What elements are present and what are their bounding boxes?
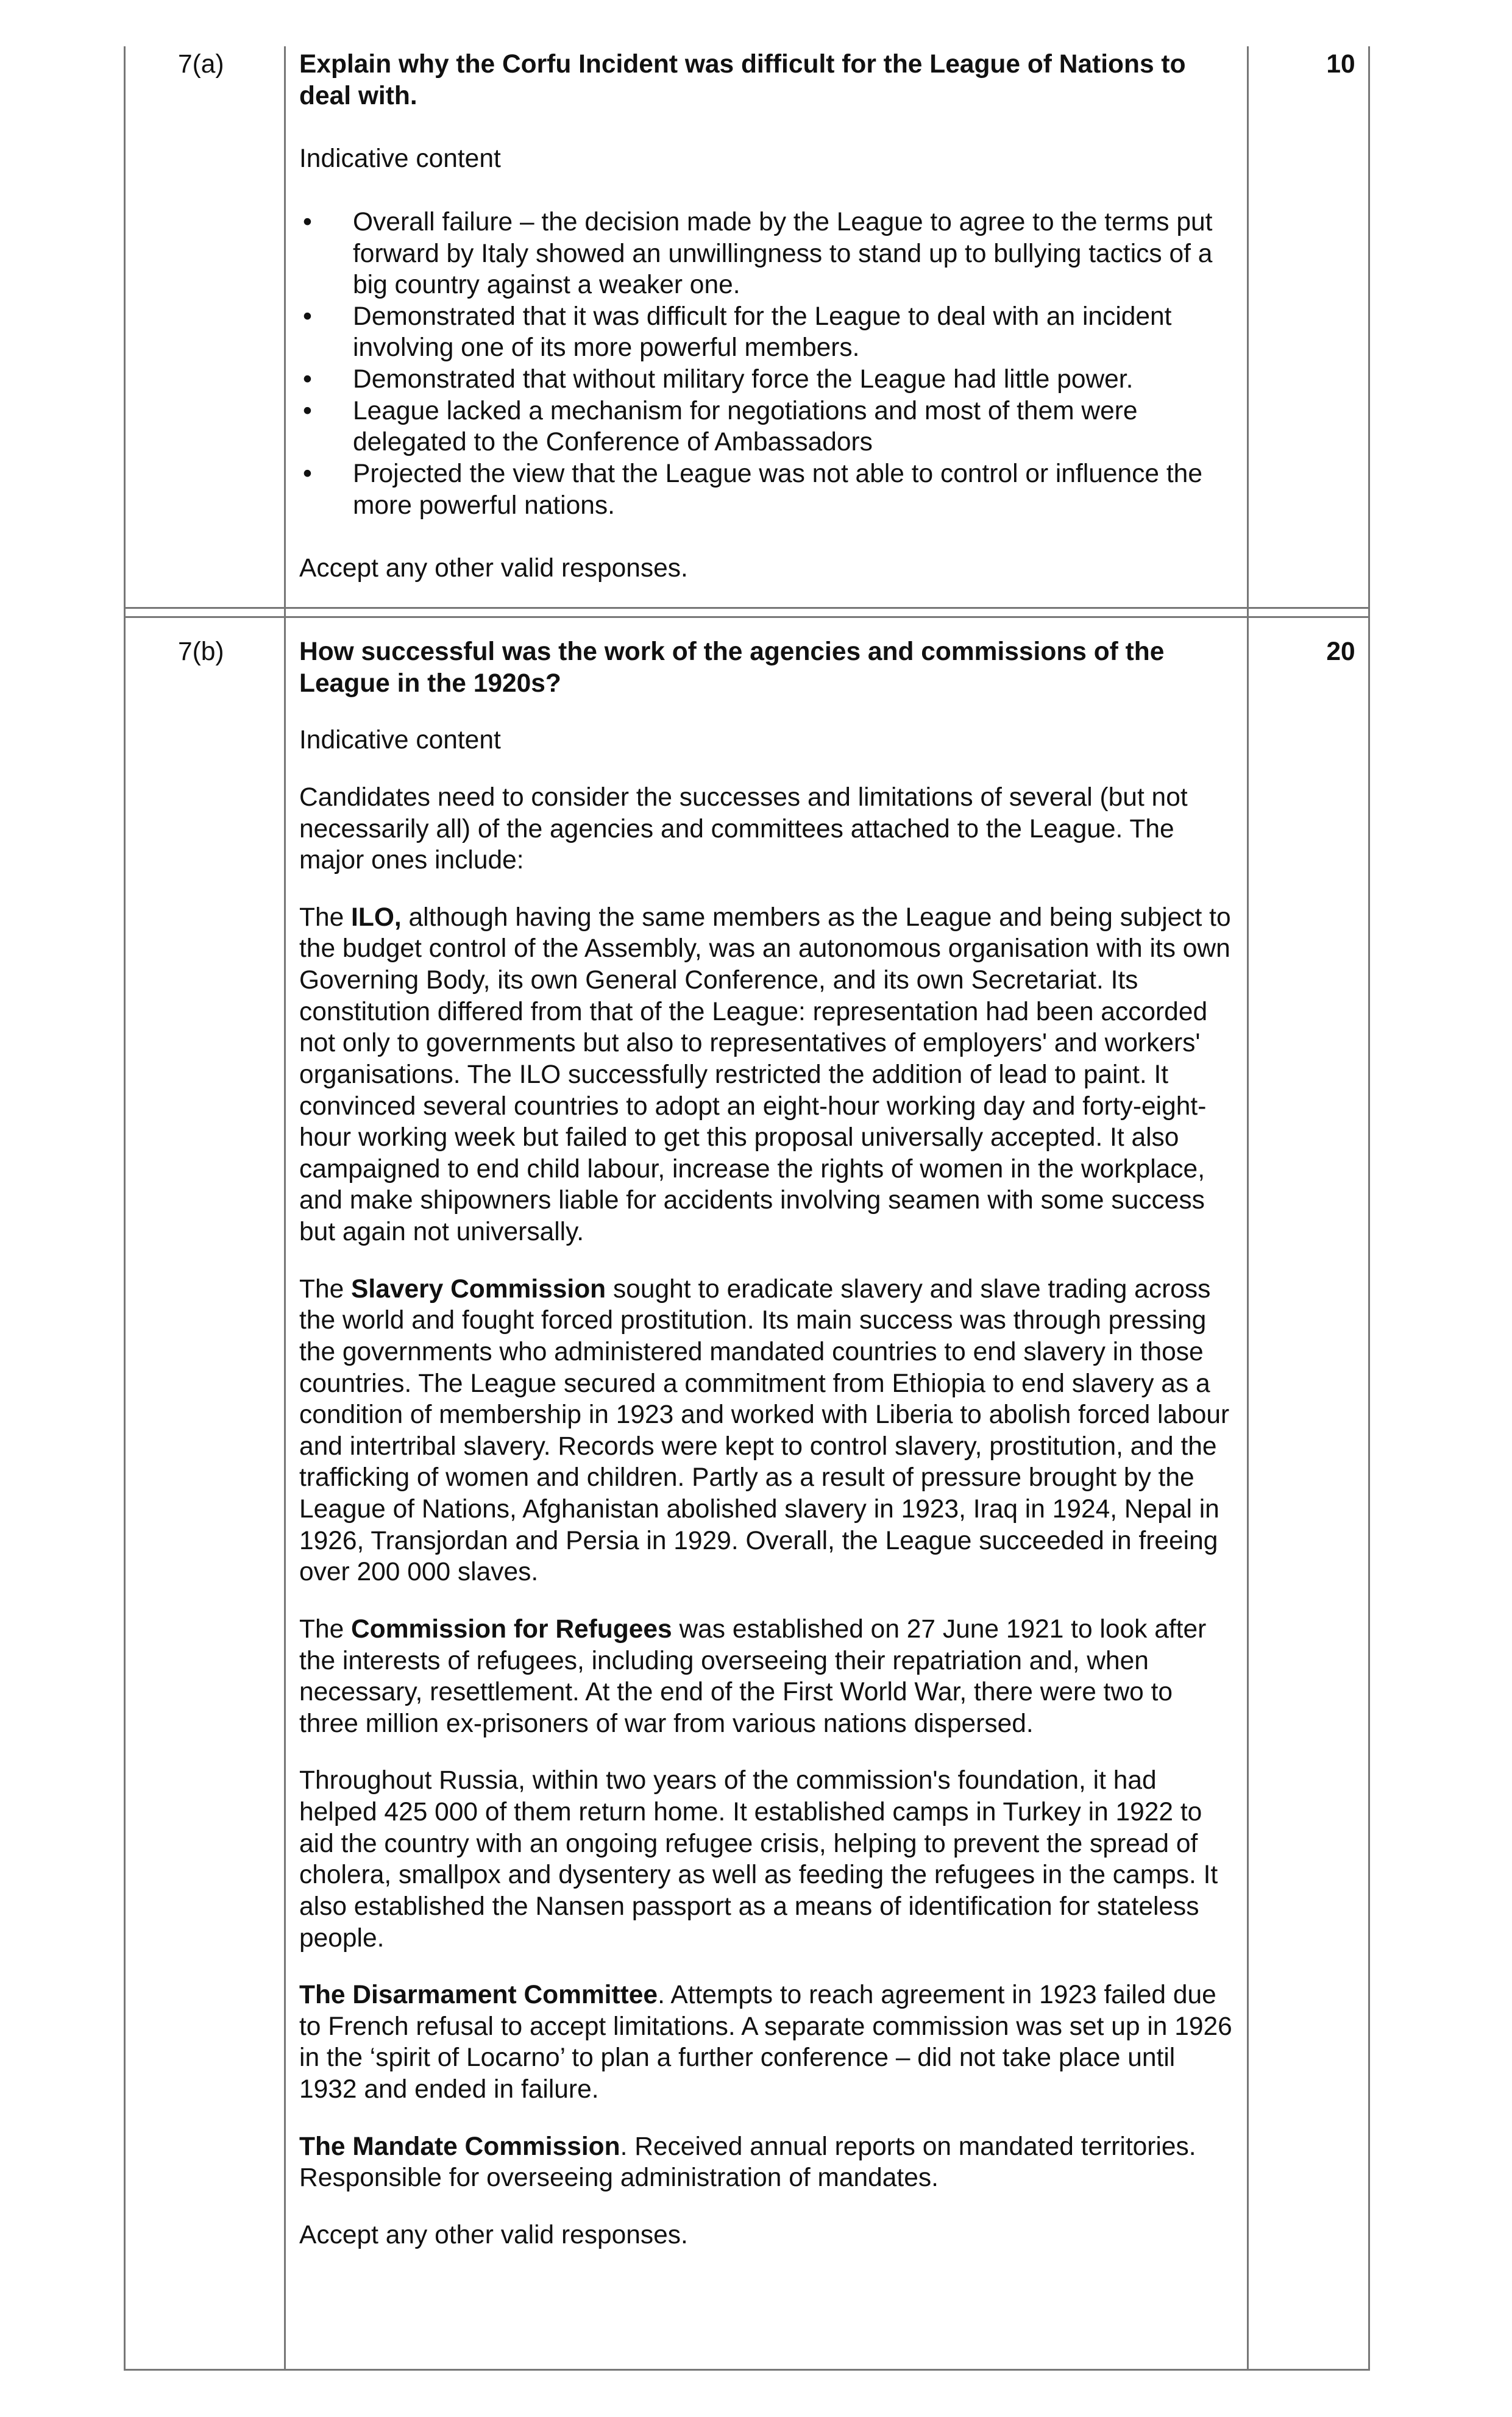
- list-item: • League lacked a mechanism for negotiations and most of them were delegated to the Conference of Ambassadors: [299, 396, 1238, 458]
- column-divider-marks: [1247, 46, 1249, 2371]
- question-7b-content: [299, 636, 1238, 2251]
- mandate-paragraph: [299, 2131, 1238, 2194]
- answer-bullet-list: [299, 207, 1238, 521]
- row-separator-bottom: [124, 616, 1370, 618]
- paragraph-text: . Attempts to reach agreement in 1923 failed due to French refusal to accept limitations. A separate commission was set up in 1926 in the ‘spirit of Locarno’ to plan a further conference – did not take place until 1932 and ended in failure.: [299, 1981, 1232, 2104]
- question-title: How successful was the work of the agencies and commissions of the League in the 1920s?: [299, 637, 1165, 698]
- paragraph-lead: The: [299, 903, 352, 932]
- question-marks: 20: [1326, 637, 1355, 666]
- question-number: 7(a): [178, 50, 224, 79]
- agency-name: Commission for Refugees: [351, 1614, 672, 1644]
- ilo-paragraph: [299, 902, 1238, 1248]
- table-border-left: [124, 46, 126, 2371]
- paragraph-lead: The: [299, 1274, 352, 1304]
- table-border-bottom: [124, 2369, 1370, 2371]
- accept-other-responses: Accept any other valid responses.: [299, 2220, 688, 2249]
- russia-paragraph: Throughout Russia, within two years of the commission's foundation, it had helped 425 000 of them return home. It established camps in Turkey in 1922 to aid the country with an ongoing refugee crisis, helping to prevent the spread of cholera, smallpox and dysentery as well as feeding the refugees in the camps. It also established the Nansen passport as a means of identification for stateless people.: [299, 1766, 1218, 1953]
- slavery-paragraph: [299, 1274, 1238, 1588]
- intro-paragraph: Candidates need to consider the successes and limitations of several (but not necessarily all) of the agencies and committees attached to the League. The major ones include:: [299, 783, 1188, 875]
- column-divider-number: [284, 46, 286, 2371]
- question-7a-content: [299, 49, 1238, 584]
- indicative-content-label: Indicative content: [299, 144, 501, 174]
- question-title: Explain why the Corfu Incident was difficult for the League of Nations to deal with.: [299, 50, 1186, 110]
- list-item: • Projected the view that the League was not able to control or influence the more powerful nations.: [299, 458, 1238, 521]
- agency-name: ILO,: [351, 903, 402, 932]
- paragraph-lead: The: [299, 1614, 352, 1644]
- question-marks: 10: [1326, 50, 1355, 79]
- row-separator-top: [124, 607, 1370, 609]
- paragraph-text: sought to eradicate slavery and slave trading across the world and fought forced prostitution. Its main success was through pressing the governments who administered mandated countries to end slavery in those countries. The League secured a commitment from Ethiopia to end slavery as a condition of membership in 1923 and worked with Liberia to abolish forced labour and intertribal slavery. Records were kept to control slavery, prostitution, and the trafficking of women and children. Partly as a result of pressure brought by the League of Nations, Afghanistan abolished slavery in 1923, Iraq in 1924, Nepal in 1926, Transjordan and Persia in 1929. Overall, the League succeeded in freeing over 200 000 slaves.: [299, 1274, 1230, 1587]
- list-item: • Overall failure – the decision made by the League to agree to the terms put forward by Italy showed an unwillingness to stand up to bullying tactics of a big country against a weaker one.: [299, 207, 1238, 301]
- table-border-right: [1368, 46, 1370, 2371]
- paragraph-text: . Received annual reports on mandated territories. Responsible for overseeing administration of mandates.: [299, 2132, 1196, 2193]
- question-number: 7(b): [178, 637, 224, 666]
- disarmament-paragraph: [299, 1979, 1238, 2106]
- agency-name: The Disarmament Committee: [299, 1981, 658, 2010]
- paragraph-text: was established on 27 June 1921 to look after the interests of refugees, including overseeing their repatriation and, when necessary, resettlement. At the end of the First World War, there were two to three million ex-prisoners of war from various nations dispersed.: [299, 1614, 1207, 1738]
- indicative-content-label: Indicative content: [299, 726, 501, 755]
- agency-name: Slavery Commission: [351, 1274, 606, 1304]
- list-item: • Demonstrated that without military force the League had little power.: [299, 364, 1238, 396]
- refugees-paragraph: [299, 1614, 1238, 1740]
- agency-name: The Mandate Commission: [299, 2132, 620, 2161]
- paragraph-text: although having the same members as the League and being subject to the budget control of the Assembly, was an autonomous organisation with its own Governing Body, its own General Conference, and its own Secretariat. Its constitution differed from that of the League: representation had been accorded not only to governments but also to representatives of employers' and workers' organisations. The ILO successfully restricted the addition of lead to paint. It convinced several countries to adopt an eight-hour working day and forty-eight-hour working week but failed to get this proposal universally accepted. It also campaigned to end child labour, increase the rights of women in the workplace, and make shipowners liable for accidents involving seamen with some success but again not universally.: [299, 903, 1231, 1246]
- list-item: • Demonstrated that it was difficult for the League to deal with an incident involving one of its more powerful members.: [299, 301, 1238, 364]
- accept-other-responses: Accept any other valid responses.: [299, 554, 688, 583]
